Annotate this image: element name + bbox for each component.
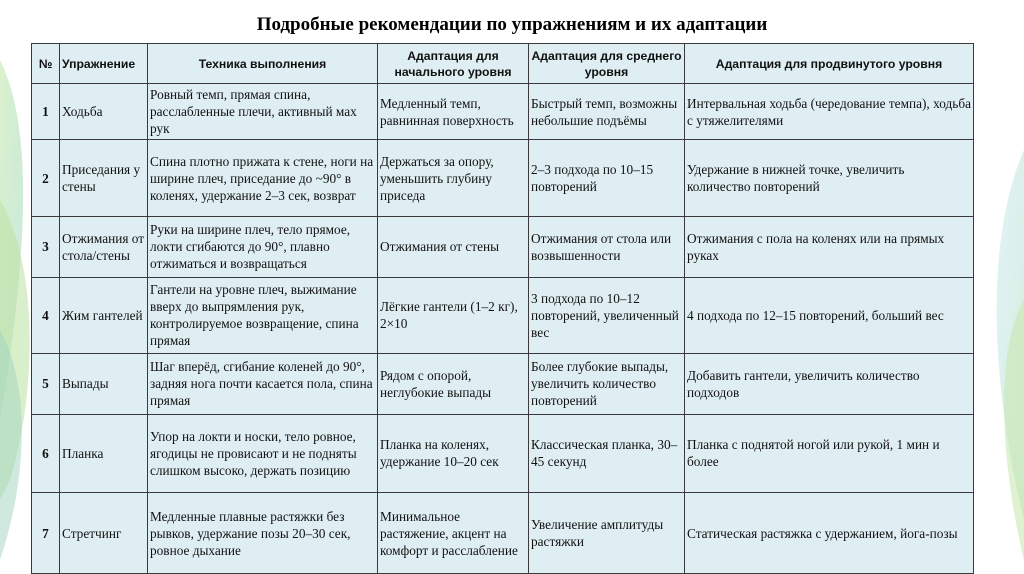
intermediate-cell: Увеличение амплитуды растяжки [529,493,685,574]
exercise-name: Отжимания от стола/стены [60,217,148,277]
technique-cell: Руки на ширине плеч, тело прямое, локти сгибаются до 90°, плавно отжиматься и возвращаться [148,217,378,277]
row-number: 2 [32,140,60,217]
advanced-cell: Статическая растяжка с удержанием, йога-позы [685,493,974,574]
row-number: 4 [32,277,60,354]
advanced-cell: Удержание в нижней точке, увеличить количество повторений [685,140,974,217]
advanced-cell: Интервальная ходьба (чередование темпа), ходьба с утяжелителями [685,84,974,140]
technique-cell: Гантели на уровне плеч, выжимание вверх до выпрямления рук, контролируемое возвращение, спина прямая [148,277,378,354]
beginner-cell: Минимальное растяжение, акцент на комфорт и расслабление [378,493,529,574]
exercise-name: Ходьба [60,84,148,140]
row-number: 7 [32,493,60,574]
table-row [32,140,974,217]
table-row [32,277,974,354]
technique-cell: Медленные плавные растяжки без рывков, удержание позы 20–30 сек, ровное дыхание [148,493,378,574]
exercise-name: Планка [60,414,148,493]
beginner-cell: Держаться за опору, уменьшить глубину приседа [378,140,529,217]
header-technique: Техника выполнения [148,44,378,84]
technique-cell: Упор на локти и носки, тело ровное, ягодицы не провисают и не подняты слишком высоко, держать позицию [148,414,378,493]
header-beginner: Адаптация для начального уровня [378,44,529,84]
technique-cell: Ровный темп, прямая спина, расслабленные плечи, активный мах рук [148,84,378,140]
intermediate-cell: 3 подхода по 10–12 повторений, увеличенный вес [529,277,685,354]
beginner-cell: Планка на коленях, удержание 10–20 сек [378,414,529,493]
technique-cell: Спина плотно прижата к стене, ноги на ширине плеч, приседание до ~90° в коленях, удержание 2–3 сек, возврат [148,140,378,217]
header-advanced: Адаптация для продвинутого уровня [685,44,974,84]
intermediate-cell: Быстрый темп, возможны небольшие подъёмы [529,84,685,140]
header-exercise: Упражнение [60,44,148,84]
exercise-name: Стретчинг [60,493,148,574]
row-number: 5 [32,354,60,414]
intermediate-cell: 2–3 подхода по 10–15 повторений [529,140,685,217]
intermediate-cell: Отжимания от стола или возвышенности [529,217,685,277]
technique-cell: Шаг вперёд, сгибание коленей до 90°, задняя нога почти касается пола, спина прямая [148,354,378,414]
row-number: 1 [32,84,60,140]
table-row [32,493,974,574]
beginner-cell: Отжимания от стены [378,217,529,277]
table-row [32,217,974,277]
exercise-name: Выпады [60,354,148,414]
row-number: 3 [32,217,60,277]
intermediate-cell: Более глубокие выпады, увеличить количество повторений [529,354,685,414]
advanced-cell: Добавить гантели, увеличить количество подходов [685,354,974,414]
table-row [32,354,974,414]
header-intermediate: Адаптация для среднего уровня [529,44,685,84]
table-row [32,414,974,493]
beginner-cell: Рядом с опорой, неглубокие выпады [378,354,529,414]
header-row [32,44,974,84]
table-row [32,84,974,140]
exercise-table [31,43,974,574]
header-num: № [32,44,60,84]
page-title: Подробные рекомендации по упражнениям и их адаптации [256,14,768,35]
exercise-name: Жим гантелей [60,277,148,354]
advanced-cell: Отжимания с пола на коленях или на прямых руках [685,217,974,277]
advanced-cell: Планка с поднятой ногой или рукой, 1 мин и более [685,414,974,493]
beginner-cell: Лёгкие гантели (1–2 кг), 2×10 [378,277,529,354]
beginner-cell: Медленный темп, равнинная поверхность [378,84,529,140]
intermediate-cell: Классическая планка, 30–45 секунд [529,414,685,493]
row-number: 6 [32,414,60,493]
exercise-name: Приседания у стены [60,140,148,217]
advanced-cell: 4 подхода по 12–15 повторений, больший вес [685,277,974,354]
